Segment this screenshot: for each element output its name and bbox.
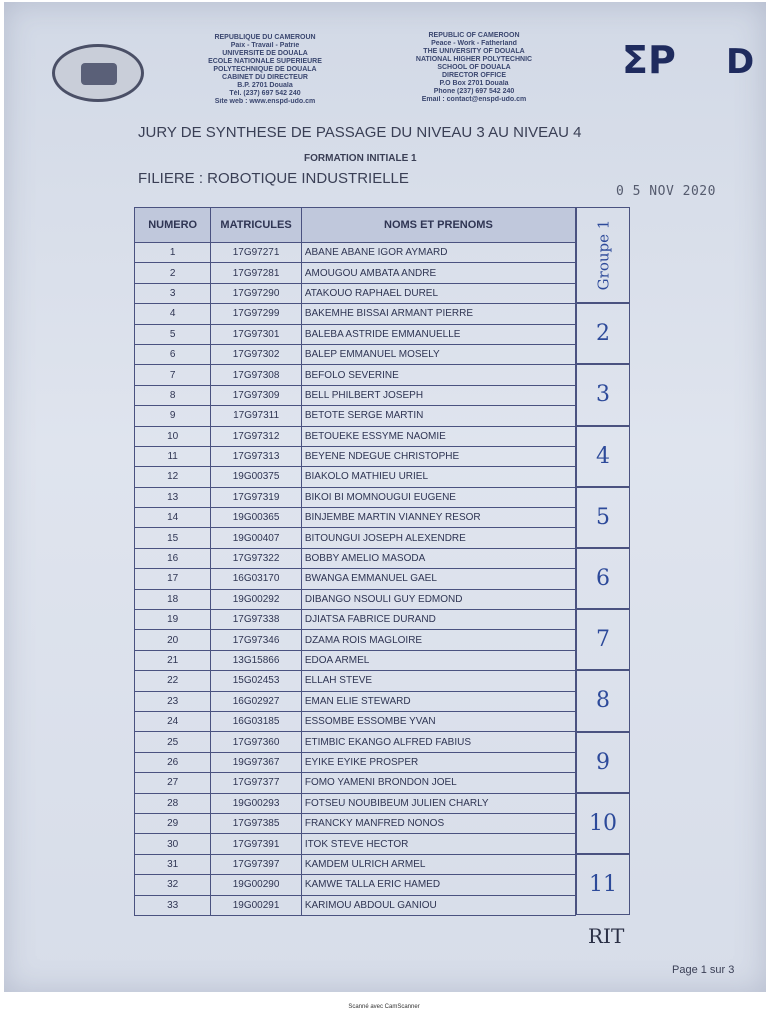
row-matricule: 13G15866 bbox=[211, 650, 302, 670]
row-number: 16 bbox=[135, 548, 211, 568]
header-line: THE UNIVERSITY OF DOUALA bbox=[423, 48, 525, 55]
row-matricule: 16G02927 bbox=[211, 691, 302, 711]
table-row bbox=[135, 548, 576, 568]
row-student-name: EMAN ELIE STEWARD bbox=[301, 691, 575, 711]
row-matricule: 17G97299 bbox=[211, 304, 302, 324]
row-number: 20 bbox=[135, 630, 211, 650]
group-label: 6 bbox=[596, 566, 610, 592]
group-column bbox=[576, 207, 632, 921]
row-student-name: BINJEMBE MARTIN VIANNEY RESOR bbox=[301, 508, 575, 528]
row-student-name: AMOUGOU AMBATA ANDRE bbox=[301, 263, 575, 283]
row-student-name: ELLAH STEVE bbox=[301, 671, 575, 691]
table-row bbox=[135, 854, 576, 874]
date-stamp: 0 5 NOV 2020 bbox=[616, 184, 716, 199]
table-row bbox=[135, 589, 576, 609]
table-row bbox=[135, 630, 576, 650]
table-row bbox=[135, 508, 576, 528]
row-student-name: BIAKOLO MATHIEU URIEL bbox=[301, 467, 575, 487]
group-label: 7 bbox=[596, 627, 610, 653]
row-student-name: ABANE ABANE IGOR AYMARD bbox=[301, 243, 575, 263]
group-label: 10 bbox=[589, 810, 617, 836]
row-matricule: 19G97367 bbox=[211, 752, 302, 772]
row-number: 9 bbox=[135, 406, 211, 426]
row-number: 14 bbox=[135, 508, 211, 528]
row-matricule: 17G97360 bbox=[211, 732, 302, 752]
row-student-name: KAMDEM ULRICH ARMEL bbox=[301, 854, 575, 874]
group-cell bbox=[576, 303, 630, 364]
filiere-label: FILIERE : ROBOTIQUE INDUSTRIELLE bbox=[138, 170, 409, 187]
row-number: 5 bbox=[135, 324, 211, 344]
header-line: P.O Box 2701 Douala bbox=[439, 80, 509, 87]
column-header-matricules: MATRICULES bbox=[211, 208, 302, 243]
row-student-name: FRANCKY MANFRED NONOS bbox=[301, 813, 575, 833]
row-student-name: DIBANGO NSOULI GUY EDMOND bbox=[301, 589, 575, 609]
row-student-name: ESSOMBE ESSOMBE YVAN bbox=[301, 711, 575, 731]
row-matricule: 19G00293 bbox=[211, 793, 302, 813]
row-number: 18 bbox=[135, 589, 211, 609]
row-number: 6 bbox=[135, 344, 211, 364]
header-line: Site web : www.enspd-udo.cm bbox=[214, 98, 316, 105]
table-row bbox=[135, 671, 576, 691]
row-number: 13 bbox=[135, 487, 211, 507]
row-student-name: FOTSEU NOUBIBEUM JULIEN CHARLY bbox=[301, 793, 575, 813]
group-cell bbox=[576, 207, 630, 303]
row-matricule: 17G97271 bbox=[211, 243, 302, 263]
row-matricule: 17G97391 bbox=[211, 834, 302, 854]
group-cell bbox=[576, 487, 630, 548]
row-student-name: FOMO YAMENI BRONDON JOEL bbox=[301, 773, 575, 793]
row-matricule: 17G97319 bbox=[211, 487, 302, 507]
row-matricule: 19G00407 bbox=[211, 528, 302, 548]
row-number: 1 bbox=[135, 243, 211, 263]
row-matricule: 19G00292 bbox=[211, 589, 302, 609]
table-row bbox=[135, 446, 576, 466]
row-matricule: 17G97322 bbox=[211, 548, 302, 568]
page-number: Page 1 sur 3 bbox=[672, 964, 735, 976]
row-number: 26 bbox=[135, 752, 211, 772]
row-matricule: 17G97301 bbox=[211, 324, 302, 344]
row-matricule: 17G97311 bbox=[211, 406, 302, 426]
table-row bbox=[135, 243, 576, 263]
row-number: 19 bbox=[135, 610, 211, 630]
row-student-name: BETOUEKE ESSYME NAOMIE bbox=[301, 426, 575, 446]
row-student-name: BITOUNGUI JOSEPH ALEXENDRE bbox=[301, 528, 575, 548]
group-label: Groupe 1 bbox=[594, 219, 613, 291]
group-label: 2 bbox=[596, 321, 610, 347]
header-line: Phone (237) 697 542 240 bbox=[433, 88, 515, 95]
table-row bbox=[135, 711, 576, 731]
table-row bbox=[135, 263, 576, 283]
table-row bbox=[135, 813, 576, 833]
header-line: NATIONAL HIGHER POLYTECHNIC bbox=[415, 56, 533, 63]
row-matricule: 17G97377 bbox=[211, 773, 302, 793]
table-row bbox=[135, 324, 576, 344]
row-student-name: DZAMA ROIS MAGLOIRE bbox=[301, 630, 575, 650]
table-row bbox=[135, 895, 576, 915]
header-line: REPUBLIQUE DU CAMEROUN bbox=[214, 34, 316, 41]
group-label: 11 bbox=[589, 872, 617, 898]
group-label: 3 bbox=[596, 382, 610, 408]
group-cell bbox=[576, 793, 630, 854]
row-matricule: 19G00291 bbox=[211, 895, 302, 915]
table-row bbox=[135, 875, 576, 895]
header-line: POLYTECHNIQUE DE DOUALA bbox=[213, 66, 317, 73]
row-matricule: 17G97338 bbox=[211, 610, 302, 630]
table-row bbox=[135, 344, 576, 364]
row-number: 30 bbox=[135, 834, 211, 854]
group-cell bbox=[576, 670, 630, 731]
row-student-name: BETOTE SERGE MARTIN bbox=[301, 406, 575, 426]
table-row bbox=[135, 610, 576, 630]
column-header-noms: NOMS ET PRENOMS bbox=[301, 208, 575, 243]
table-row bbox=[135, 487, 576, 507]
header-right-block bbox=[374, 32, 574, 104]
handwritten-annotation: RIT bbox=[588, 924, 625, 948]
row-matricule: 17G97302 bbox=[211, 344, 302, 364]
row-student-name: BALEP EMMANUEL MOSELY bbox=[301, 344, 575, 364]
row-matricule: 19G00365 bbox=[211, 508, 302, 528]
row-number: 11 bbox=[135, 446, 211, 466]
table-row bbox=[135, 528, 576, 548]
group-cell bbox=[576, 364, 630, 425]
header-line: REPUBLIC OF CAMEROON bbox=[428, 32, 520, 39]
row-matricule: 15G02453 bbox=[211, 671, 302, 691]
row-student-name: BIKOI BI MOMNOUGUI EUGENE bbox=[301, 487, 575, 507]
header-line: Peace - Work - Fatherland bbox=[431, 40, 517, 47]
table-row bbox=[135, 834, 576, 854]
row-student-name: BEYENE NDEGUE CHRISTOPHE bbox=[301, 446, 575, 466]
row-number: 12 bbox=[135, 467, 211, 487]
row-number: 21 bbox=[135, 650, 211, 670]
document-title: JURY DE SYNTHESE DE PASSAGE DU NIVEAU 3 AU NIVEAU 4 bbox=[138, 124, 582, 141]
row-matricule: 16G03170 bbox=[211, 569, 302, 589]
table-header-row bbox=[135, 208, 576, 243]
table-row bbox=[135, 406, 576, 426]
header-line: SCHOOL OF DOUALA bbox=[437, 64, 511, 71]
header-line: Tél. (237) 697 542 240 bbox=[229, 90, 301, 97]
row-number: 27 bbox=[135, 773, 211, 793]
row-student-name: BALEBA ASTRIDE EMMANUELLE bbox=[301, 324, 575, 344]
row-number: 32 bbox=[135, 875, 211, 895]
university-seal-icon bbox=[52, 44, 144, 102]
group-label: 4 bbox=[596, 443, 610, 469]
group-cell bbox=[576, 548, 630, 609]
table-row bbox=[135, 283, 576, 303]
row-student-name: ITOK STEVE HECTOR bbox=[301, 834, 575, 854]
table-row bbox=[135, 569, 576, 589]
row-student-name: BWANGA EMMANUEL GAEL bbox=[301, 569, 575, 589]
row-matricule: 17G97312 bbox=[211, 426, 302, 446]
row-number: 24 bbox=[135, 711, 211, 731]
document-subtitle: FORMATION INITIALE 1 bbox=[304, 153, 417, 164]
row-student-name: BOBBY AMELIO MASODA bbox=[301, 548, 575, 568]
table-row bbox=[135, 365, 576, 385]
row-matricule: 17G97309 bbox=[211, 385, 302, 405]
row-student-name: EYIKE EYIKE PROSPER bbox=[301, 752, 575, 772]
table-row bbox=[135, 304, 576, 324]
header-line: ECOLE NATIONALE SUPERIEURE bbox=[208, 58, 322, 65]
group-cell bbox=[576, 854, 630, 915]
table-row bbox=[135, 691, 576, 711]
row-number: 3 bbox=[135, 283, 211, 303]
header-line: Email : contact@enspd-udo.cm bbox=[421, 96, 527, 103]
group-cell bbox=[576, 426, 630, 487]
row-number: 29 bbox=[135, 813, 211, 833]
table-row bbox=[135, 650, 576, 670]
row-number: 7 bbox=[135, 365, 211, 385]
row-student-name: EDOA ARMEL bbox=[301, 650, 575, 670]
row-number: 4 bbox=[135, 304, 211, 324]
student-table bbox=[134, 207, 576, 916]
row-matricule: 16G03185 bbox=[211, 711, 302, 731]
row-number: 25 bbox=[135, 732, 211, 752]
row-number: 33 bbox=[135, 895, 211, 915]
row-student-name: KAMWE TALLA ERIC HAMED bbox=[301, 875, 575, 895]
table-row bbox=[135, 385, 576, 405]
header-line: UNIVERSITE DE DOUALA bbox=[222, 50, 308, 57]
row-student-name: BEFOLO SEVERINE bbox=[301, 365, 575, 385]
row-student-name: BAKEMHE BISSAI ARMANT PIERRE bbox=[301, 304, 575, 324]
header-line: CABINET DU DIRECTEUR bbox=[222, 74, 308, 81]
group-cell bbox=[576, 732, 630, 793]
row-student-name: BELL PHILBERT JOSEPH bbox=[301, 385, 575, 405]
row-number: 17 bbox=[135, 569, 211, 589]
column-header-numero: NUMERO bbox=[135, 208, 211, 243]
group-label: 5 bbox=[596, 504, 610, 530]
row-number: 28 bbox=[135, 793, 211, 813]
table-row bbox=[135, 752, 576, 772]
table-row bbox=[135, 467, 576, 487]
group-cell bbox=[576, 609, 630, 670]
header-line: Paix - Travail - Patrie bbox=[230, 42, 300, 49]
row-number: 15 bbox=[135, 528, 211, 548]
group-label: 8 bbox=[596, 688, 610, 714]
row-number: 2 bbox=[135, 263, 211, 283]
school-logo-secondary-icon: D bbox=[726, 42, 755, 82]
row-matricule: 17G97397 bbox=[211, 854, 302, 874]
row-matricule: 19G00290 bbox=[211, 875, 302, 895]
row-number: 23 bbox=[135, 691, 211, 711]
table-row bbox=[135, 732, 576, 752]
scanner-credit: Scanné avec CamScanner bbox=[348, 1004, 420, 1010]
row-number: 8 bbox=[135, 385, 211, 405]
row-student-name: KARIMOU ABDOUL GANIOU bbox=[301, 895, 575, 915]
row-matricule: 17G97346 bbox=[211, 630, 302, 650]
row-number: 10 bbox=[135, 426, 211, 446]
row-number: 22 bbox=[135, 671, 211, 691]
header-line: DIRECTOR OFFICE bbox=[441, 72, 507, 79]
header-line: B.P. 2701 Douala bbox=[237, 82, 293, 89]
table-row bbox=[135, 426, 576, 446]
group-label: 9 bbox=[596, 749, 610, 775]
school-logo-icon: ΣP bbox=[622, 38, 676, 82]
row-matricule: 17G97281 bbox=[211, 263, 302, 283]
row-student-name: ATAKOUO RAPHAEL DUREL bbox=[301, 283, 575, 303]
row-student-name: DJIATSA FABRICE DURAND bbox=[301, 610, 575, 630]
row-matricule: 17G97290 bbox=[211, 283, 302, 303]
table-row bbox=[135, 773, 576, 793]
header-left-block bbox=[170, 34, 360, 106]
row-matricule: 17G97313 bbox=[211, 446, 302, 466]
row-student-name: ETIMBIC EKANGO ALFRED FABIUS bbox=[301, 732, 575, 752]
table-row bbox=[135, 793, 576, 813]
row-matricule: 17G97385 bbox=[211, 813, 302, 833]
row-number: 31 bbox=[135, 854, 211, 874]
row-matricule: 17G97308 bbox=[211, 365, 302, 385]
row-matricule: 19G00375 bbox=[211, 467, 302, 487]
document-page bbox=[4, 2, 766, 992]
